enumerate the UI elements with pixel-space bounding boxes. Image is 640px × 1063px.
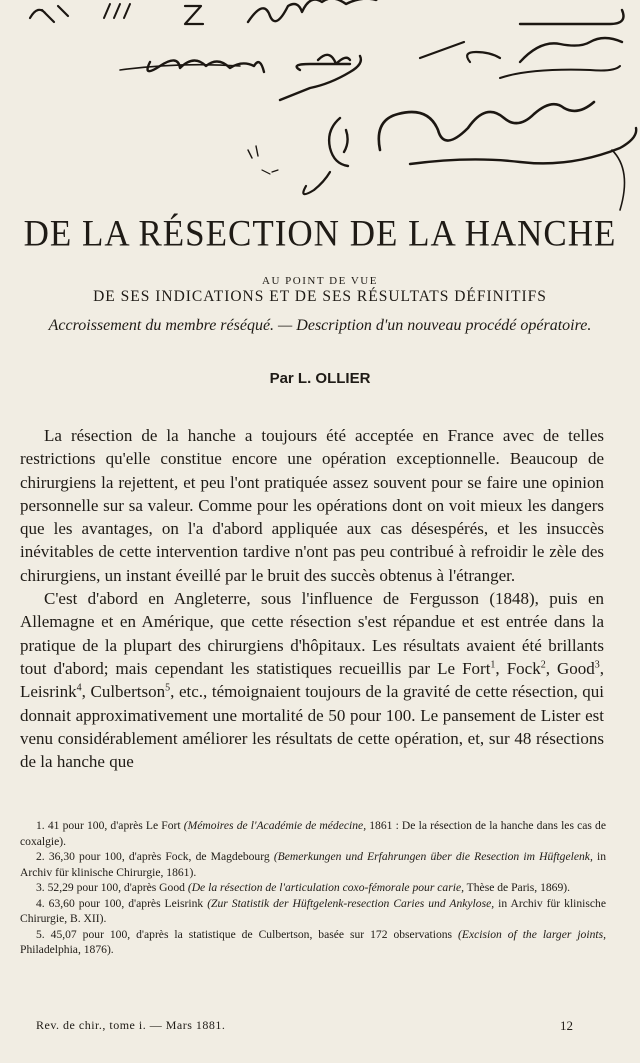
footnote: 5. 45,07 pour 100, d'après la statistique de Culbertson, basée sur 172 observations (Excision of the larger joints, Philadelphia, 1876). [20,927,606,956]
footnote-ref: 1 [490,659,496,671]
footnote-ref: 4 [76,682,82,694]
footnote: 4. 63,60 pour 100, d'après Leisrink (Zur Statistik der Hüftgelenk-resection Caries und Ankylose, in Archiv für klinische Chirurgie, B. XII). [20,896,607,925]
footnotes [20,818,606,958]
footnote-ref: 5 [165,682,171,694]
page-number: 12 [560,1018,573,1033]
subtitle-lead: AU POINT DE VUE [262,275,378,287]
footnote: 1. 41 pour 100, d'après Le Fort (Mémoires de l'Académie de médecine, 1861 : De la résection de la hanche dans les cas de coxalgie). [20,819,606,848]
article-description: Accroissement du membre réséqué. — Description d'un nouveau procédé opératoire. [48,317,592,334]
footnote-ref: 2 [540,659,546,671]
handwritten-annotation [0,0,640,230]
article-body [20,424,604,773]
running-footer: Rev. de chir., tome i. — Mars 1881. [36,1018,226,1032]
paragraph: La résection de la hanche a toujours été acceptée en France avec de telles restrictions qu'elle constitue encore une opération exceptionnelle. Beaucoup de chirurgiens la rejettent, et peu l'ont pratiquée assez souvent pour se faire une opinion personnelle sur sa valeur. Comme pour les opérations dont on voit mieux les dangers que les avantages, on l'a d'abord appliquée aux cas désespérés, et les insuccès inévitables de cette intervention tardive n'ont pas peu contribué à refroidir le zèle des chirurgiens, un instant éveillé par le bruit des succès obtenus à l'étranger. [20,426,604,585]
author-byline: Par L. OLLIER [269,370,371,387]
footnote-ref: 3 [594,659,600,671]
article-title: DE LA RÉSECTION DE LA HANCHE [23,213,617,254]
article-subtitle: DE SES INDICATIONS ET DE SES RÉSULTATS DÉFINITIFS [93,288,547,305]
footnote: 3. 52,29 pour 100, d'après Good (De la résection de l'articulation coxo-fémorale pour carie, Thèse de Paris, 1869). [36,881,571,894]
paragraph: C'est d'abord en Angleterre, sous l'influence de Fergusson (1848), puis en Allemagne et en Amérique, que cette résection s'est répandue et est entrée dans la pratique de la plupart des chirurgiens d'hôpitaux. Les résultats avaient été brillants tout d'abord; mais cependant les statistiques recueillis par Le Fort$^1$, Fock$^2$, Good$^3$, Leisrink$^4$, Culbertson$^5$, etc., témoignaient toujours de la gravité de cette résection, qui donnait approximativement une mortalité de 50 pour 100. Le pansement de Lister est venu considérablement améliorer les résultats de cette opération, et, sur 48 résections de la hanche que [20,589,605,772]
footnote: 2. 36,30 pour 100, d'après Fock, de Magdebourg (Bemerkungen und Erfahrungen über die Resection im Hüftgelenk, in Archiv für klinische Chirurgie, 1861). [20,850,606,879]
